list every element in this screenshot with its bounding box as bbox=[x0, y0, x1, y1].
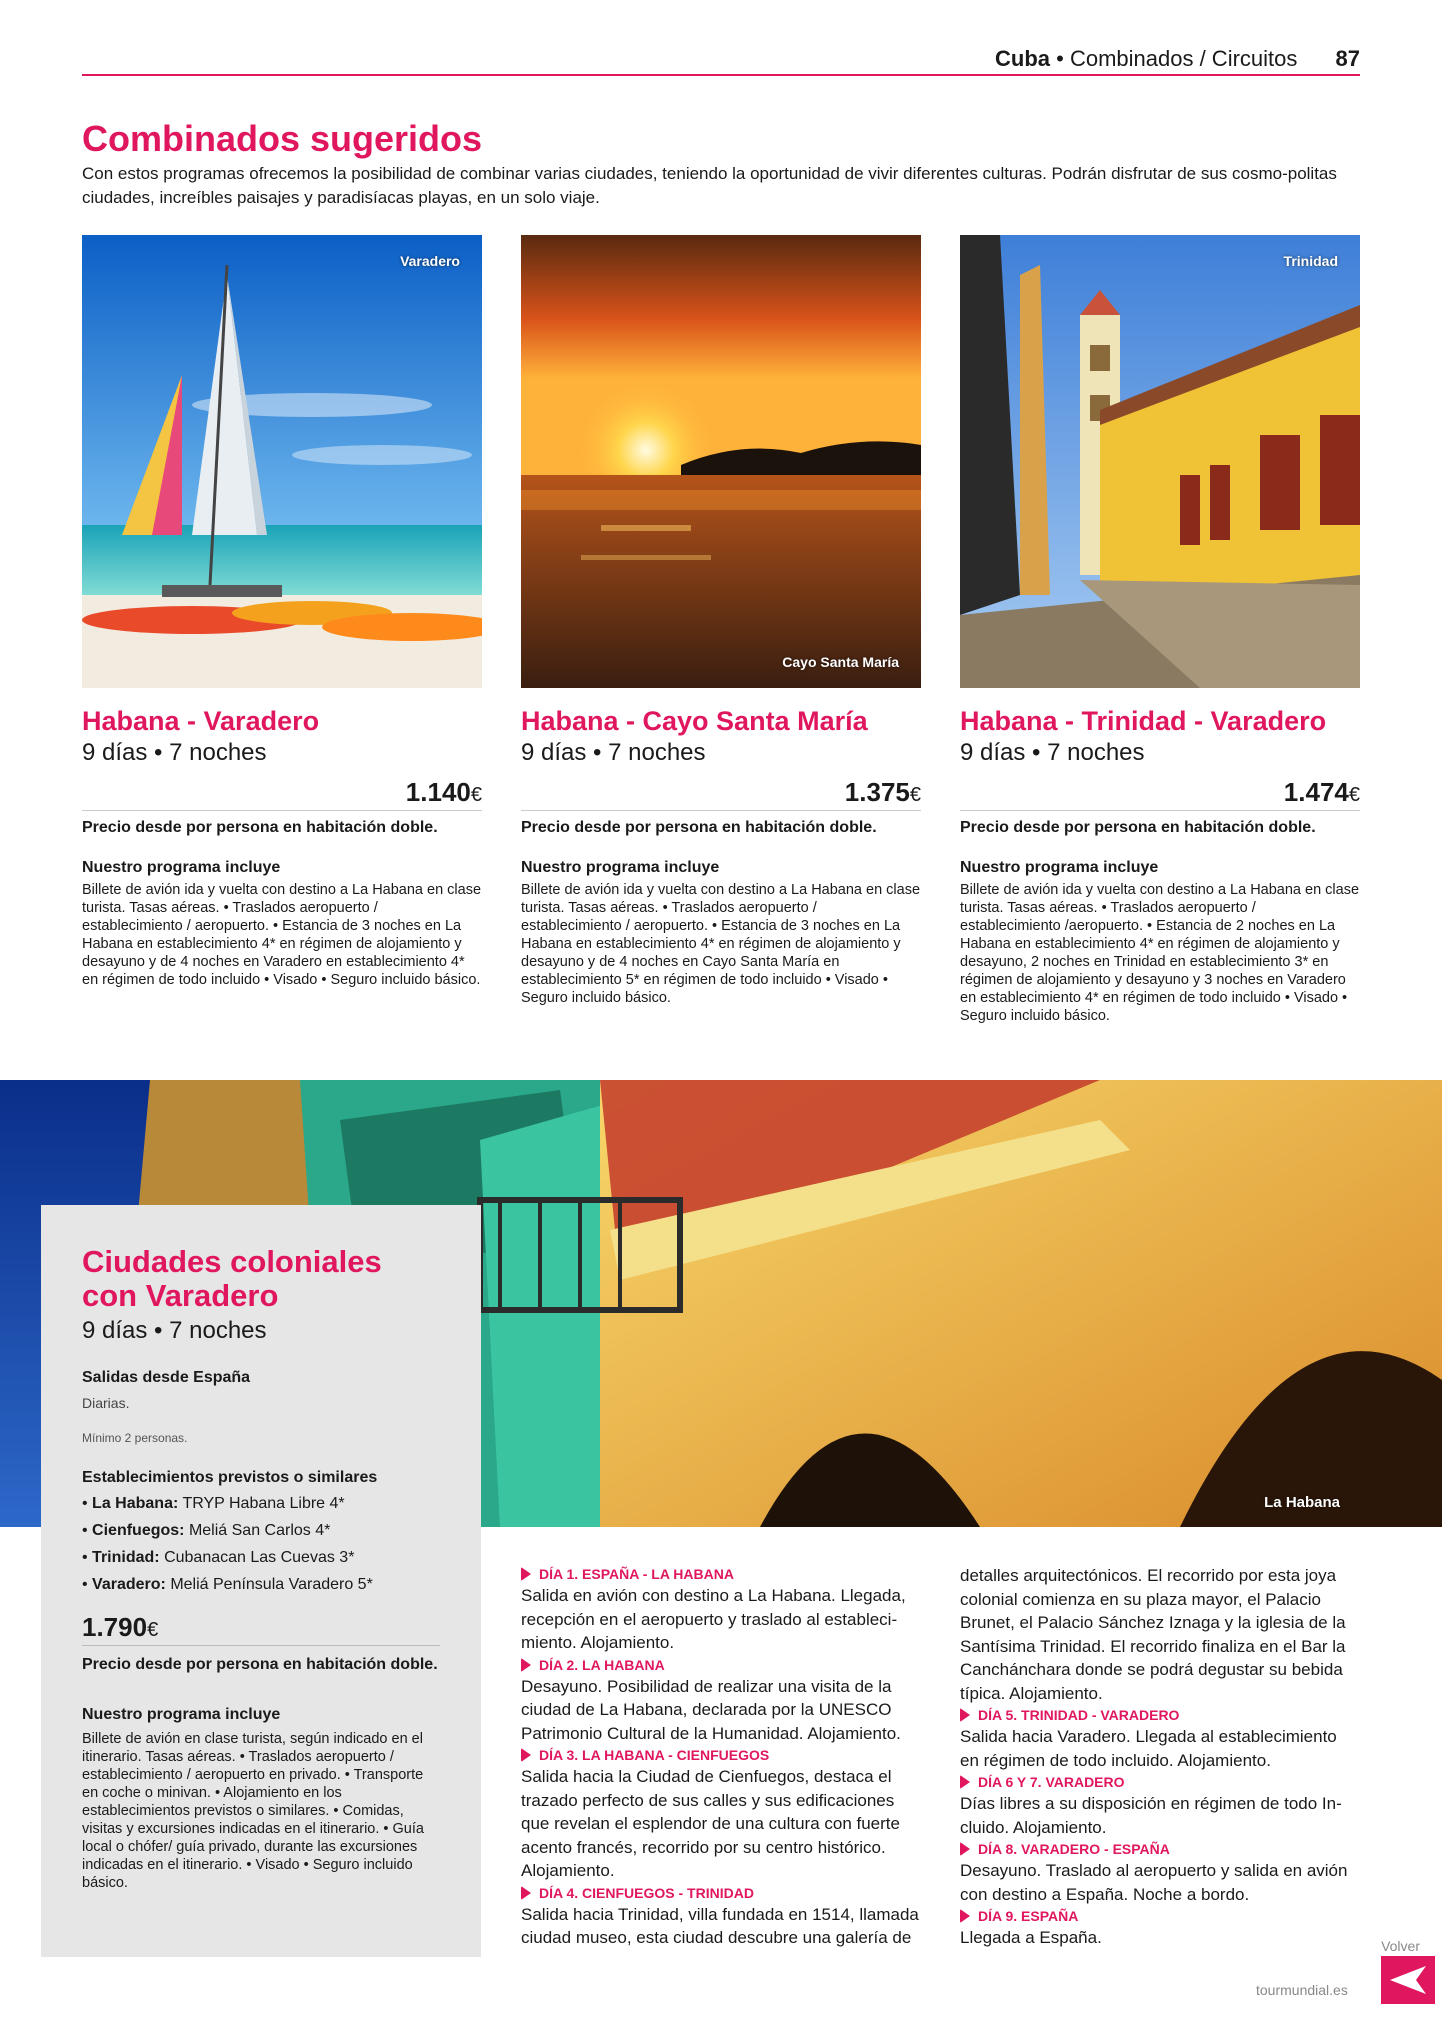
package-title[interactable]: Habana - Trinidad - Varadero bbox=[960, 706, 1327, 736]
establishments-list bbox=[82, 1495, 440, 1594]
includes-text: Billete de avión ida y vuelta con destino a La Habana en clase turista. Tasas aéreas. • Traslados aeropuerto / establecimiento / aeropuerto. • Estancia de 3 noches en La Habana en establecimiento 4* en régimen de alojamiento y desayuno y de 4 noches en Cayo Santa María en establecimiento 5* en régimen de todo incluido • Visado • Seguro incluido básico. bbox=[521, 882, 921, 1006]
itinerary-column-2 bbox=[960, 1564, 1360, 1950]
triangle-bullet-icon bbox=[960, 1775, 970, 1789]
package-price bbox=[82, 777, 482, 811]
package-card-cayo-santa-maria[interactable] bbox=[521, 235, 921, 1007]
tour-duration: 9 días • 7 noches bbox=[82, 1317, 267, 1344]
minimum-people: Mínimo 2 personas. bbox=[82, 1431, 188, 1445]
package-title[interactable]: Habana - Cayo Santa María bbox=[521, 706, 868, 736]
departures-value: Diarias. bbox=[82, 1395, 130, 1411]
establishment-city: Trinidad: bbox=[92, 1549, 160, 1566]
itinerary-day-title: DÍA 3. LA HABANA - CIENFUEGOS bbox=[521, 1745, 921, 1765]
establishment-hotel: Cubanacan Las Cuevas 3* bbox=[164, 1549, 355, 1566]
price-value: 1.140 bbox=[405, 777, 471, 807]
price-value: 1.790 bbox=[82, 1612, 148, 1642]
establishment-hotel: TRYP Habana Libre 4* bbox=[182, 1495, 345, 1512]
header-section: Combinados / Circuitos bbox=[1069, 46, 1298, 71]
package-duration: 9 días • 7 noches bbox=[82, 739, 267, 766]
tour-title-line1: Ciudades coloniales bbox=[82, 1244, 382, 1279]
price-note: Precio desde por persona en habitación doble. bbox=[960, 819, 1316, 836]
itinerary-column-1 bbox=[521, 1564, 921, 1950]
establishment-city: Cienfuegos: bbox=[92, 1522, 185, 1539]
currency-symbol: € bbox=[470, 784, 482, 806]
itinerary-day-title: DÍA 9. ESPAÑA bbox=[960, 1906, 1360, 1926]
establishments-title: Establecimientos previstos o similares bbox=[82, 1469, 378, 1486]
triangle-bullet-icon bbox=[960, 1708, 970, 1722]
tour-title bbox=[82, 1245, 440, 1313]
tour-info-panel bbox=[41, 1205, 481, 1957]
triangle-bullet-icon bbox=[521, 1748, 531, 1762]
varadero-beach-photo bbox=[82, 235, 482, 688]
triangle-bullet-icon bbox=[521, 1886, 531, 1900]
itinerary-day-title: DÍA 5. TRINIDAD - VARADERO bbox=[960, 1705, 1360, 1725]
volver-label[interactable]: Volver bbox=[1381, 1938, 1420, 1954]
itinerary-day-text: Días libres a su disposición en régimen de todo In-cluido. Alojamiento. bbox=[960, 1794, 1342, 1837]
photo-label: Cayo Santa María bbox=[782, 654, 899, 670]
list-item: • Varadero: Meliá Península Varadero 5* bbox=[82, 1576, 373, 1593]
package-card-varadero[interactable] bbox=[82, 235, 482, 989]
departures-title: Salidas desde España bbox=[82, 1369, 251, 1386]
page-header bbox=[82, 46, 1360, 76]
price-value: 1.474 bbox=[1283, 777, 1349, 807]
tour-title-line2: con Varadero bbox=[82, 1278, 279, 1313]
banner-label: La Habana bbox=[1264, 1494, 1340, 1511]
package-duration: 9 días • 7 noches bbox=[960, 739, 1145, 766]
intro-text: Con estos programas ofrecemos la posibilidad de combinar varias ciudades, teniendo la oportunidad de vivir diferentes culturas. Podrán disfrutar de sus cosmo-politas ciudades, increíbles paisajes y paradisíacas playas, en un solo viaje. bbox=[82, 164, 1337, 207]
back-arrow-icon bbox=[1390, 1966, 1426, 1994]
list-item: • La Habana: TRYP Habana Libre 4* bbox=[82, 1495, 345, 1512]
package-price bbox=[960, 777, 1360, 811]
establishment-city: Varadero: bbox=[92, 1576, 166, 1593]
includes-title: Nuestro programa incluye bbox=[960, 859, 1159, 876]
itinerary-day-text: Desayuno. Traslado al aeropuerto y salida en avión con destino a España. Noche a bordo. bbox=[960, 1861, 1348, 1904]
itinerary-day-text: Salida hacia Varadero. Llegada al establecimiento en régimen de todo incluido. Alojamiento. bbox=[960, 1727, 1337, 1770]
footer-url[interactable]: tourmundial.es bbox=[1256, 1982, 1348, 1998]
package-price bbox=[521, 777, 921, 811]
establishment-hotel: Meliá San Carlos 4* bbox=[188, 1522, 331, 1539]
currency-symbol: € bbox=[909, 784, 921, 806]
itinerary-day-text: Llegada a España. bbox=[960, 1928, 1102, 1947]
section-title: Combinados sugeridos bbox=[82, 118, 483, 159]
package-card-trinidad[interactable] bbox=[960, 235, 1360, 1025]
itinerary-day-text: detalles arquitectónicos. El recorrido por esta joya colonial comienza en su plaza mayor, el Palacio Brunet, el Palacio Sánchez Iznaga y la iglesia de la Santísima Trinidad. El recorrido finaliza en el Bar la Canchánchara donde se podrá degustar su bebida típica. Alojamiento. bbox=[960, 1566, 1346, 1703]
package-title[interactable]: Habana - Varadero bbox=[82, 706, 320, 736]
includes-title: Nuestro programa incluye bbox=[82, 1706, 281, 1723]
itinerary-day-text: Desayuno. Posibilidad de realizar una visita de la ciudad de La Habana, declarada por la UNESCO Patrimonio Cultural de la Humanidad. Alojamiento. bbox=[521, 1676, 901, 1743]
triangle-bullet-icon bbox=[960, 1842, 970, 1856]
list-item: • Trinidad: Cubanacan Las Cuevas 3* bbox=[82, 1549, 355, 1566]
list-item: • Cienfuegos: Meliá San Carlos 4* bbox=[82, 1522, 331, 1539]
includes-text: Billete de avión en clase turista, según indicado en el itinerario. Tasas aéreas. • Traslados aeropuerto / establecimiento / aeropuerto en privado. • Transporte en coche o minivan. • Alojamiento en los establecimientos previstos o similares. • Comidas, visitas y excursiones indicadas en el itinerario. • Guía local o chófer/ guía privado, durante las excursiones indicadas en el itinerario. • Visado • Seguro incluido básico. bbox=[82, 1731, 424, 1891]
itinerary-day-title: DÍA 6 Y 7. VARADERO bbox=[960, 1772, 1360, 1792]
itinerary-day-title: DÍA 4. CIENFUEGOS - TRINIDAD bbox=[521, 1883, 921, 1903]
itinerary-day-text: Salida hacia Trinidad, villa fundada en 1514, llamada ciudad museo, esta ciudad descubre una galería de bbox=[521, 1904, 919, 1947]
includes-text: Billete de avión ida y vuelta con destino a La Habana en clase turista. Tasas aéreas. • Traslados aeropuerto / establecimiento /aeropuerto. • Estancia de 2 noches en La Habana en establecimiento 4* en régimen de alojamiento y desayuno, 2 noches en Trinidad en establecimiento 3* en régimen de alojamiento y desayuno y 3 noches en Varadero en establecimiento 4* en régimen de todo incluido • Visado • Seguro incluido básico. bbox=[960, 882, 1360, 1024]
photo-label: Varadero bbox=[400, 253, 460, 269]
price-value: 1.375 bbox=[844, 777, 910, 807]
back-button[interactable] bbox=[1381, 1956, 1435, 2004]
itinerary-day-title: DÍA 8. VARADERO - ESPAÑA bbox=[960, 1839, 1360, 1859]
header-country: Cuba bbox=[995, 46, 1050, 71]
header-breadcrumb: Cuba • Combinados / Circuitos 87 bbox=[995, 46, 1360, 71]
itinerary-day-text: Salida hacia la Ciudad de Cienfuegos, destaca el trazado perfecto de sus calles y sus edificaciones que revelan el esplendor de una cultura con fuerte acento francés, recorrido por su centro histórico. Alojamiento. bbox=[521, 1767, 900, 1880]
package-duration: 9 días • 7 noches bbox=[521, 739, 706, 766]
price-note: Precio desde por persona en habitación doble. bbox=[521, 819, 877, 836]
includes-text: Billete de avión ida y vuelta con destino a La Habana en clase turista. Tasas aéreas. • Traslados aeropuerto / establecimiento / aeropuerto. • Estancia de 3 noches en La Habana en establecimiento 4* en régimen de alojamiento y desayuno y de 4 noches en Varadero en establecimiento 4* en régimen de todo incluido • Visado • Seguro incluido básico. bbox=[82, 882, 482, 988]
itinerary-day-text: Salida en avión con destino a La Habana. Llegada, recepción en el aeropuerto y traslado al estableci-miento. Alojamiento. bbox=[521, 1586, 906, 1652]
price-note: Precio desde por persona en habitación doble. bbox=[82, 819, 438, 836]
establishment-city: La Habana: bbox=[92, 1495, 179, 1512]
itinerary-day-title: DÍA 2. LA HABANA bbox=[521, 1655, 921, 1675]
includes-title: Nuestro programa incluye bbox=[82, 859, 281, 876]
currency-symbol: € bbox=[147, 1619, 159, 1641]
includes-title: Nuestro programa incluye bbox=[521, 859, 720, 876]
itinerary-day-title: DÍA 1. ESPAÑA - LA HABANA bbox=[521, 1564, 921, 1584]
price-note: Precio desde por persona en habitación doble. bbox=[82, 1656, 438, 1673]
triangle-bullet-icon bbox=[521, 1658, 531, 1672]
page-number: 87 bbox=[1335, 46, 1360, 71]
photo-label: Trinidad bbox=[1283, 253, 1338, 269]
establishment-hotel: Meliá Península Varadero 5* bbox=[170, 1576, 373, 1593]
sunset-sea-photo bbox=[521, 235, 921, 688]
trinidad-street-photo bbox=[960, 235, 1360, 688]
triangle-bullet-icon bbox=[960, 1909, 970, 1923]
currency-symbol: € bbox=[1348, 784, 1360, 806]
tour-price bbox=[82, 1612, 440, 1646]
triangle-bullet-icon bbox=[521, 1567, 531, 1581]
